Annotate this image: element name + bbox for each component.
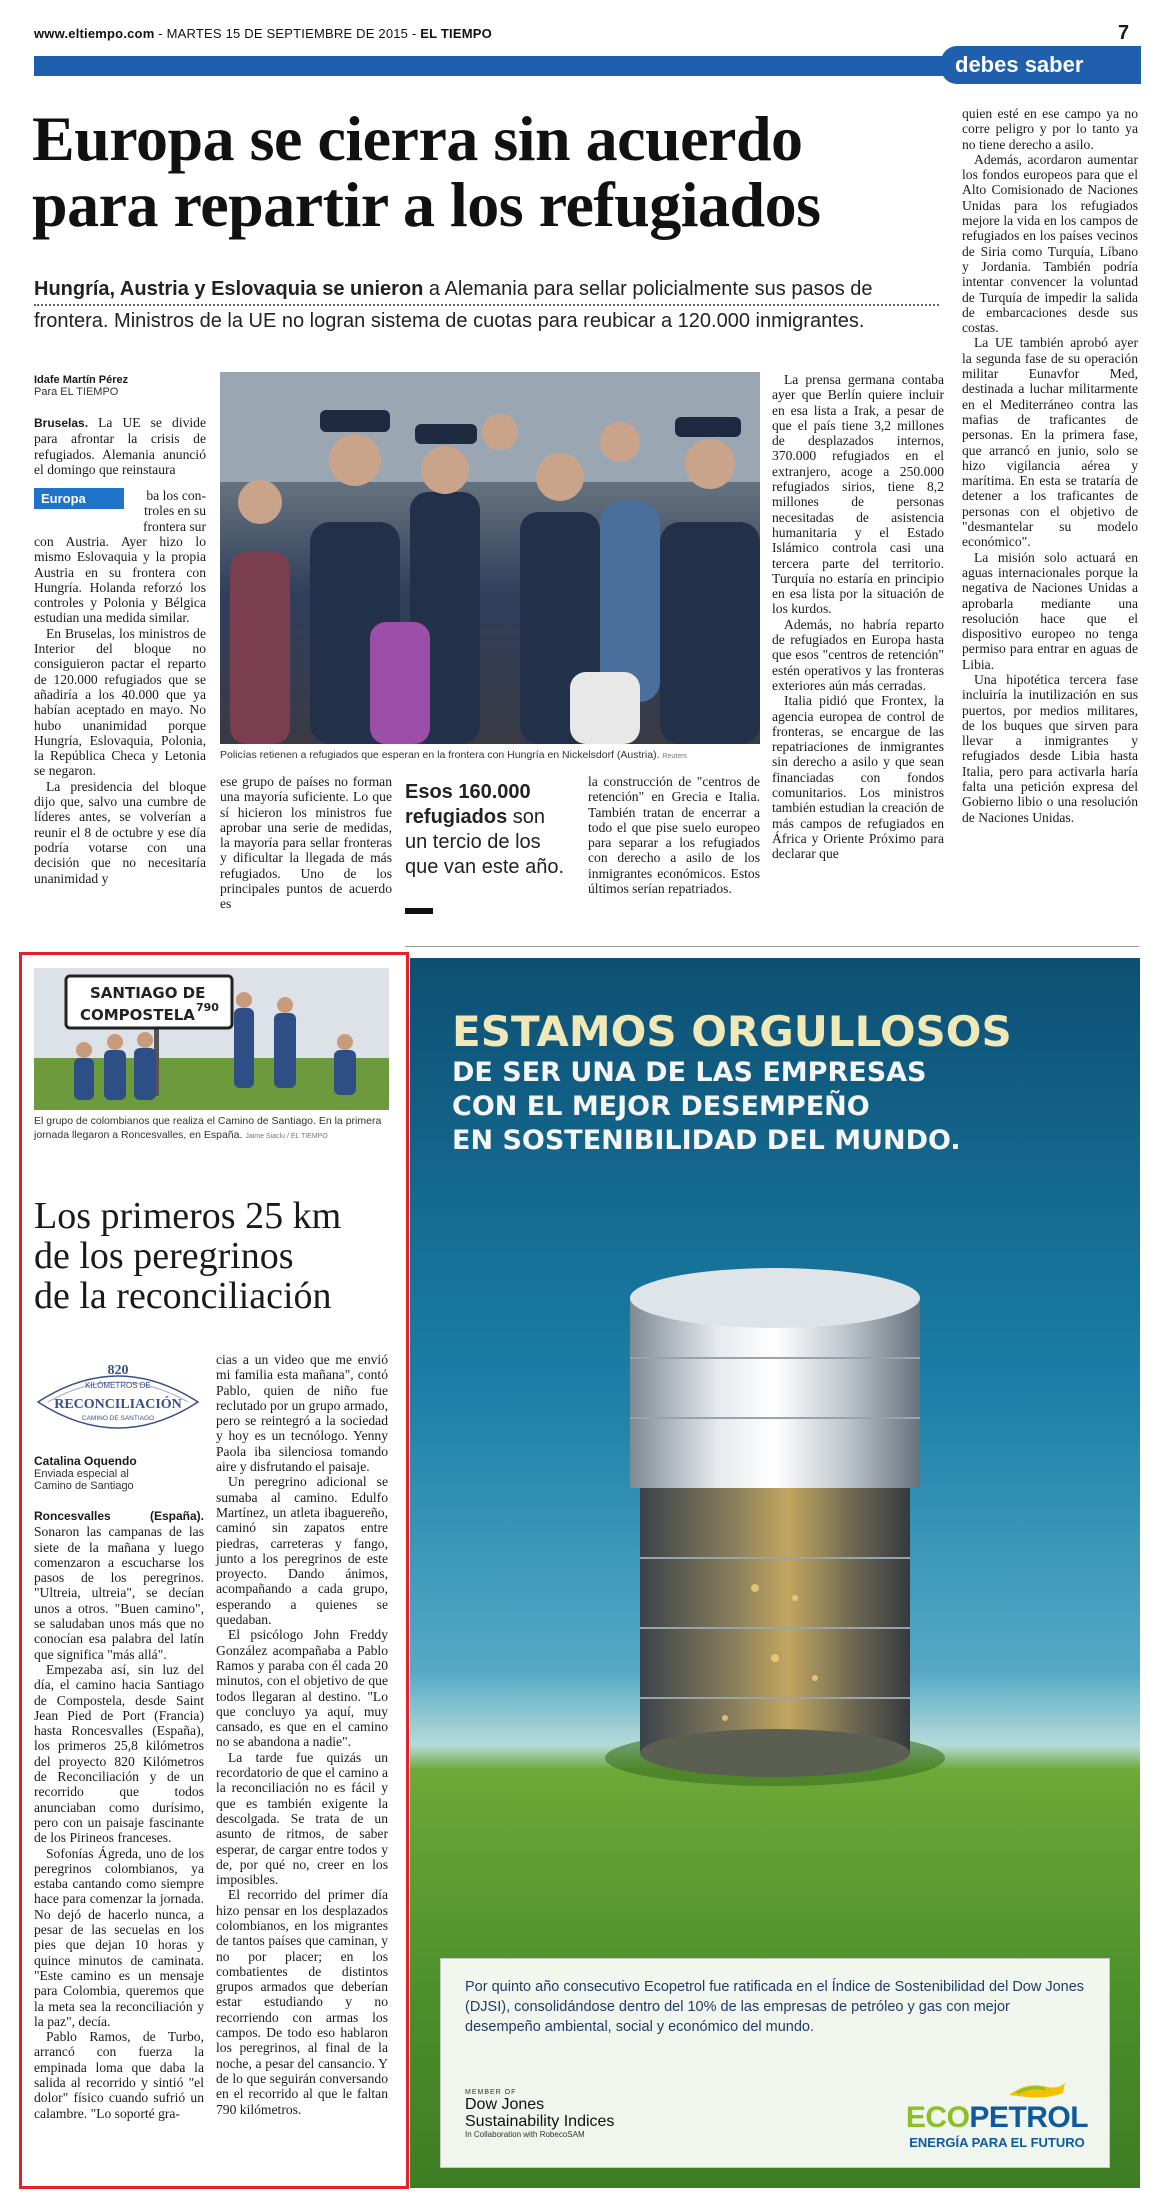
main-col1-wrap (130, 488, 206, 534)
reconciliacion-logo (34, 1356, 202, 1446)
paragraph: El psicólogo John Freddy González acompañaba a Pablo Ramos y paraba con él cada 20 minutos, con el objetivo de que todos llegaran al destino. "Lo que concluyo ya aquí, muy cansado, es que en el camino no se abandona a nadie". (216, 1627, 388, 1750)
camino-col1 (34, 1508, 204, 2121)
wrap-line: frontera sur (142, 518, 206, 534)
pull-text: que van este año. (405, 856, 565, 878)
djsi-collab: In Collaboration with RobecoSAM (465, 2130, 585, 2139)
subhead-line (34, 276, 954, 303)
paragraph: Una hipotética tercera fase incluiría la inutilización en sus puertos, por medios militares, de los buques que sirven para llevar a inmigrantes y refugiados desde Libia hasta Italia, pero para activarla haría falta una petición expresa del Gobierno libio o una resolución de Naciones Unidas. (962, 671, 1138, 825)
paragraph: cias a un video que me envió mi familia esta mañana", contó Pablo, quien de niño fue reclutado por un grupo armado, pero se reintegró a la sociedad y hoy es un tecnólogo. Yenny Paola iba silenciosa tomando aire y disfrutando el paisaje. (216, 1352, 388, 1475)
paragraph: la construcción de "centros de retención" en Grecia e Italia. También tratan de encerrar a todo el que pise suelo europeo para separar a los refugiados con derecho a asilo de los inmigrantes económicos. Estos últimos serían repatriados. (588, 774, 760, 897)
site-url[interactable]: www.eltiempo.com (34, 26, 155, 41)
sign-km: 790 (196, 1001, 219, 1014)
ad-headline-line: ESTAMOS ORGULLOSOS (452, 1007, 1012, 1056)
pull-bold: Esos 160.000 (405, 781, 531, 803)
main-col1-cont (34, 534, 206, 886)
ad-headline (452, 1008, 1132, 1158)
pull-text: un tercio de los (405, 831, 541, 853)
djsi-logo (465, 2089, 725, 2139)
paragraph: Un peregrino adicional se sumaba al camino. Edulfo Martínez, un atleta ibaguereño, caminó sin zapatos entre piedras, carreteras y fango, junto a los peregrinos de este proyecto. Dando ánimos, acompañando a cada grupo, esperando a quienes se quedaban. (216, 1474, 388, 1628)
pull-quote (405, 780, 580, 880)
subhead-line: frontera. Ministros de la UE no logran sistema de cuotas para reubicar a 120.000 inmigrantes. (34, 310, 865, 332)
subhead-divider (34, 304, 939, 306)
djsi-line2: Sustainability Indices (465, 2113, 615, 2130)
headline-line: para repartir a los refugiados (32, 169, 821, 240)
headline-line: de la reconciliación (34, 1275, 332, 1317)
wordmark-eco: ECO (905, 2101, 970, 2134)
paragraph: La presidencia del bloque dijo que, salvo una cumbre de líderes antes, se volverían a reunir el 8 de octubre y ese día podría votarse con una decisión que no necesitaría unanimidad y (34, 778, 206, 886)
camino-headline (34, 1196, 399, 1316)
headline-line: de los peregrinos (34, 1235, 294, 1277)
main-headline (32, 103, 952, 240)
logo-number: 820 (107, 1363, 129, 1378)
camino-col2 (216, 1352, 388, 2117)
main-col4 (772, 372, 944, 862)
paragraph: La prensa germana contaba ayer que Berlín quiere incluir en esa lista a Irak, a pesar de que el país tiene 3,2 millones de desplazados internos, 370.000 refugiados en el extranjero, acoge a 250.000 refugiados sirios, tiene 8,2 millones de personas necesitadas de asistencia humanitaria y el Estado Islámico controla casi una tercera parte del territorio. Turquía no estaría en principio en esa lista por la situación de los kurdos. (772, 372, 944, 617)
iguana-icon (1007, 2079, 1067, 2101)
ecopetrol-wordmark (897, 2101, 1097, 2135)
author-name: Idafe Martín Pérez (34, 374, 129, 386)
paragraph: ese grupo de países no forman una mayoría suficiente. Lo que sí hicieron los ministros fue aprobar una serie de medidas, la mayoría para sellar fronteras y dificultar la llegada de más refugiados. Uno de los principales puntos de acuerdo es (220, 774, 392, 912)
paragraph: Pablo Ramos, de Turbo, arrancó con fuerza la empinada loma que daba la salida al recorrido y sintió "el dolor" físico cuando sufrió un calambre. "Lo soporté gra- (34, 2029, 204, 2121)
ad-body-text: Por quinto año consecutivo Ecopetrol fue ratificada en el Índice de Sostenibilidad del Dow Jones (DJSI), consolidándose dentro del 10% de las empresas de petróleo y gas con mejor desempeño ambiental, social y económico del mundo. (465, 1979, 1085, 2035)
pilgrims-photo-illustration (34, 968, 389, 1110)
paragraph: quien esté en ese campo ya no corre peligro y por lo tanto ya no tiene derecho a asilo. (962, 106, 1138, 152)
djsi-line1: Dow Jones (465, 2096, 545, 2113)
sustainability-tower-illustration (605, 1258, 945, 1788)
sign-line1: SANTIAGO DE (90, 984, 206, 1002)
ecopetrol-tagline: ENERGÍA PARA EL FUTURO (909, 2135, 1085, 2150)
headline-line: Los primeros 25 km (34, 1195, 342, 1237)
paragraph: Sofonías Ágreda, uno de los peregrinos colombianos, ya estaba cantando como siempre hace para comenzar la jornada. No dejó de hacerlo nunca, a pesar de las secuelas en los pies que dejan 10 horas y quince minutos de caminata. "Este camino es un mensaje para Colombia, queremos que la meta sea la reconciliación y la paz", decía. (34, 1845, 204, 2029)
ad-headline-line: EN SOSTENIBILIDAD DEL MUNDO. (452, 1125, 961, 1156)
issue-date: MARTES 15 DE SEPTIEMBRE DE 2015 (166, 26, 409, 41)
main-col3 (588, 774, 760, 896)
paragraph: con Austria. Ayer hizo lo mismo Eslovaquia y la propia Austria en su frontera con Hungría. Holanda reforzó los controles y Polonia y Bélgica estudian una medida similar. (34, 534, 206, 626)
djsi-member: MEMBER OF (465, 2089, 517, 2096)
pull-bold: refugiados (405, 806, 508, 828)
main-col1 (34, 415, 206, 477)
main-subhead (34, 276, 954, 335)
pull-text: son (507, 806, 546, 828)
caption-text: El grupo de colombianos que realiza el Camino de Santiago. En la primera jornada llegaron a Roncesvalles, en España. (34, 1115, 382, 1141)
author-name: Catalina Oquendo (34, 1454, 137, 1468)
main-col5 (962, 106, 1138, 825)
paragraph: El recorrido del primer día hizo pensar en los desplazados colombianos, en los migrantes de tantos países que caminan, y no por placer; en los combatientes de distintos grupos armados que deberían estar estudiando y no recorriendo con armas los campos. De todo eso hablaron los peregrinos, al final de la noche, a pesar del cansancio. Y de lo que seguirán conversando en el recorrido al que le faltan 790 kilómetros. (216, 1887, 388, 2117)
paragraph: La misión solo actuará en aguas internacionales porque la negativa de Naciones Unidas a aprobarla mediante una resolución hace que el dispositivo europeo no tenga permiso para entrar en aguas de Libia. (962, 549, 1138, 672)
dateline-sep: - (158, 26, 167, 41)
ad-info-box (440, 1958, 1110, 2168)
refugees-photo (220, 372, 760, 744)
ad-headline-line: CON EL MEJOR DESEMPEÑO (452, 1091, 870, 1122)
ecopetrol-logo[interactable] (897, 2079, 1097, 2150)
photo-caption (220, 748, 765, 764)
headline-line: Europa se cierra sin acuerdo (32, 103, 803, 174)
logo-sub: CAMINO DE SANTIAGO (81, 1415, 155, 1422)
section-tag-europa[interactable]: Europa (34, 488, 124, 509)
photo-credit: Reuters (662, 753, 687, 760)
main-byline (34, 374, 224, 398)
dateline-sep: - (411, 26, 421, 41)
sign-line2: COMPOSTELA (80, 1006, 195, 1024)
pilgrims-photo (34, 968, 389, 1110)
lead-text: La UE se divide para afrontar la crisis de refugiados. Alemania anunció el domingo que reinstaura (34, 415, 206, 477)
paragraph: Italia pidió que Frontex, la agencia europea de control de fronteras, se encargue de las repatriaciones de inmigrantes sin derecho a asilo y que sean financiadas con fondos comunitarios. Los ministros también estudian la creación de más campos de refugiados en África y Oriente Próximo para declarar que (772, 693, 944, 862)
logo-main: RECONCILIACIÓN (54, 1397, 182, 1412)
paragraph: Empezaba así, sin luz del día, el camino hacia Santiago de Compostela, desde Saint Jean Pied de Port (Francia) hasta Roncesvalles (España), los primeros 25,8 kilómetros del proyecto 820 Kilómetros de Reconciliación y de un recorrido que todos anunciaban como durísimo, pero con un paisaje fascinante de los Pirineos franceses. (34, 1661, 204, 1846)
subhead-rest: a Alemania para sellar policialmente sus pasos de (423, 278, 873, 300)
pilgrims-caption (34, 1114, 394, 1144)
logo-top: KILÓMETROS DE (85, 1381, 151, 1390)
pull-quote-bar (405, 908, 433, 914)
wordmark-petrol: PETROL (969, 2101, 1089, 2134)
refugees-photo-illustration (220, 372, 760, 744)
paragraph: Además, acordaron aumentar los fondos europeos para que el Alto Comisionado de Naciones Unidas para los refugiados mejore la vida en los campos de refugiados en los países vecinos de Siria como Turquía, Líbano y Jordania. También podría intentar convencer la voluntad de Turquía de impedir la salida de embarcaciones desde sus costas. (962, 151, 1138, 336)
paragraph: En Bruselas, los ministros de Interior del bloque no consiguieron pactar el reparto de 120.000 refugiados que se añadiría a los 40.000 que ya habían aceptado en mayo. No hubo unanimidad porque Hungría, Eslovaquia, Polonia, la República Checa y Letonia se negaron. (34, 625, 206, 779)
section-label: debes saber (941, 46, 1141, 84)
dateline-place: Roncesvalles (España). (34, 1509, 204, 1523)
paragraph: Además, no habría reparto de refugiados en Europa hasta que esos "centros de retención" estén operativos y las fronteras exteriores aún más cerradas. (772, 616, 944, 693)
page-number: 7 (1118, 22, 1130, 44)
dateline-place: Bruselas. (34, 416, 89, 430)
ecopetrol-ad[interactable] (410, 958, 1140, 2188)
photo-credit: Jaime Siaclu / EL TIEMPO (245, 1133, 328, 1140)
wrap-line: ba los con- (146, 488, 206, 503)
header-dateline (34, 26, 734, 41)
logo-emblem (34, 1356, 202, 1446)
lead-text: Sonaron las campanas de las siete de la mañana y luego comenzaron a escucharse los pasos de los peregrinos. "Ultreia, ultreia", se decían unos a otros. "Buen camino", se saludaban unos más que no conocían esa palabra del latín que significa "más allá". (34, 1524, 204, 1662)
caption-text: Policías retienen a refugiados que esperan en la frontera con Hungría en Nickelsdorf (Austria). (220, 749, 660, 761)
author-role: Camino de Santiago (34, 1480, 134, 1492)
author-role: Para EL TIEMPO (34, 386, 119, 398)
camino-byline (34, 1454, 204, 1492)
ad-headline-line: DE SER UNA DE LAS EMPRESAS (452, 1057, 927, 1088)
wrap-line: troles en su (144, 503, 206, 519)
section-separator (405, 946, 1139, 947)
paper-name: EL TIEMPO (420, 26, 492, 41)
subhead-bold: Hungría, Austria y Eslovaquia se unieron (34, 278, 424, 300)
author-role: Enviada especial al (34, 1468, 129, 1480)
paragraph: La tarde fue quizás un recordatorio de que el camino a la reconciliación no es fácil y que es también exigente la descolgada. Se trata de un asunto de ritmos, de saber esperar, de cargar entre todos y de, por qué no, creer en los imposibles. (216, 1749, 388, 1888)
main-col2 (220, 774, 392, 912)
paragraph: La UE también aprobó ayer la segunda fase de su operación militar Eunavfor Med, destinada a luchar militarmente en el Mediterráneo contra las mafias de traficantes de personas. En la primera fase, que arrancó en junio, solo se hizo vigilancia aérea y marítima. En esta se trataría de detener a los traficantes de personas con el objetivo de "desmantelar su modelo económico". (962, 335, 1138, 550)
